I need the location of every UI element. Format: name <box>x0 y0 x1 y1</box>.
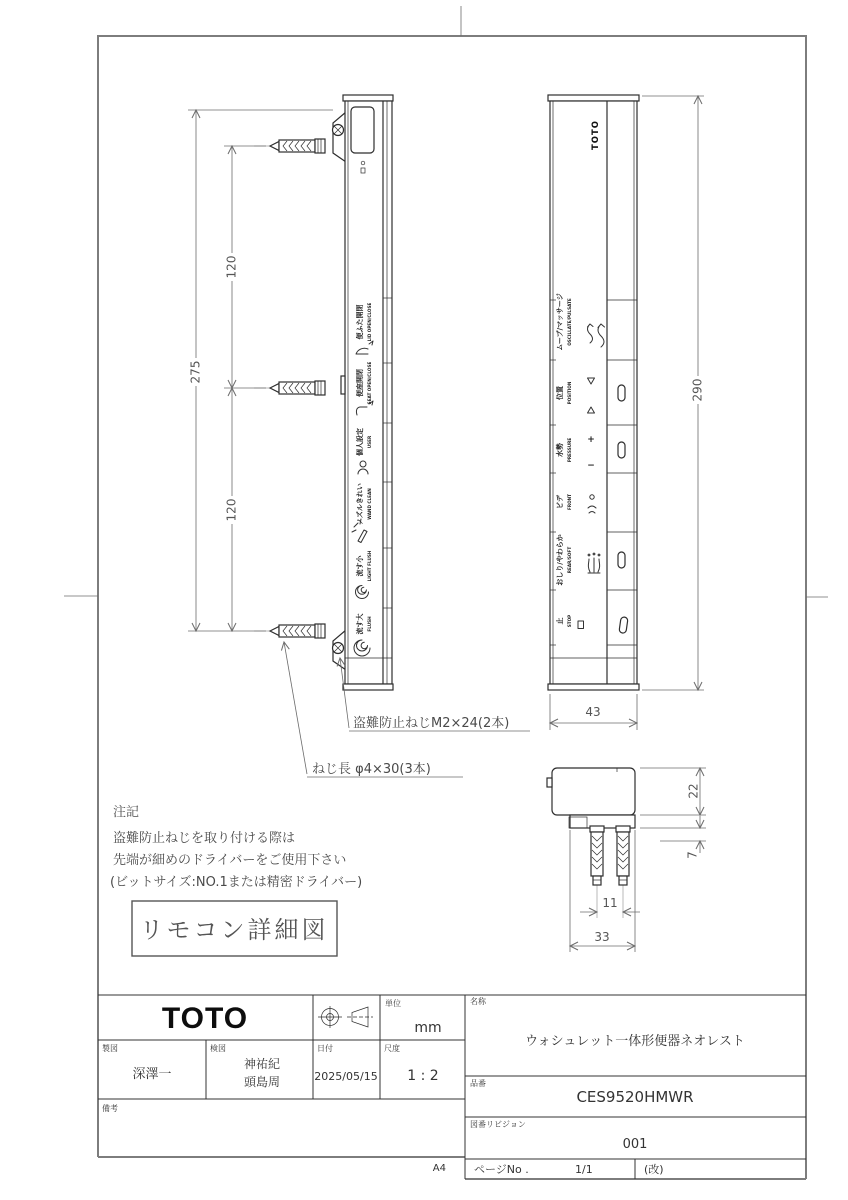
button-label-jp: おしり/やわらか <box>556 534 564 586</box>
dim-11-label: 11 <box>602 896 618 910</box>
remarks-label: 備考 <box>102 1104 118 1113</box>
button-label-jp: 個人設定 <box>356 428 364 456</box>
product-name: ウォシュレット一体形便器ネオレスト <box>525 1034 745 1049</box>
dim-275-label: 275 <box>188 360 203 384</box>
top-view <box>547 768 706 952</box>
notes-block <box>110 805 362 890</box>
page-value: 1/1 <box>575 1163 593 1176</box>
brand-logo: TOTO <box>591 119 601 151</box>
notes-line-2: 先端が細めのドライバーをご使用下さい <box>113 853 347 868</box>
button-label-jp: 流す小 <box>356 555 364 577</box>
pressure-minus-icon: − <box>587 461 595 471</box>
third-angle-projection-icon <box>318 1006 373 1028</box>
dim-120-upper-label: 120 <box>224 255 239 279</box>
button-label-jp: ビデ <box>556 495 564 509</box>
part-no-value: CES9520HMWR <box>576 1088 694 1106</box>
revision-value: 001 <box>622 1137 648 1152</box>
date-value: 2025/05/15 <box>314 1070 378 1083</box>
company-logo: TOTO <box>161 1002 249 1035</box>
button-label-jp: 便ふた開閉 <box>356 304 364 340</box>
page-label: ページNo . <box>474 1163 529 1176</box>
button-label-en: REAR/SOFT <box>567 546 572 574</box>
part-no-label: 品番 <box>470 1079 486 1088</box>
pressure-plus-icon: + <box>587 435 595 445</box>
side-view <box>188 95 530 777</box>
date-label: 日付 <box>317 1044 333 1053</box>
mount-bracket-bottom <box>333 630 347 670</box>
scale-label: 尺度 <box>384 1044 400 1053</box>
dim-7-label: 7 <box>685 851 700 859</box>
dim-120-lower-label: 120 <box>224 498 239 522</box>
wall-anchor-top <box>616 826 630 885</box>
notes-heading: 注記 <box>113 805 140 820</box>
drafter-name: 深澤一 <box>132 1067 172 1082</box>
wall-anchor-top <box>590 826 604 885</box>
front-view <box>548 95 705 730</box>
button-label-en: LIGHT FLUSH <box>367 550 372 582</box>
name-label: 名称 <box>470 997 486 1006</box>
revision-label: 図番リビジョン <box>470 1120 526 1129</box>
leader-screw-length-text: ねじ長 φ4×30(3本) <box>312 762 431 777</box>
dim-43-label: 43 <box>585 705 601 719</box>
remote-top-cap <box>548 95 639 101</box>
title-block <box>98 995 806 1179</box>
drawing-title: リモコン詳細図 <box>139 916 329 944</box>
dim-290-label: 290 <box>690 378 705 402</box>
checker-name-2: 頭島周 <box>243 1075 281 1089</box>
notes-line-1: 盗難防止ねじを取り付ける際は <box>113 831 296 846</box>
remote-top-cap <box>343 95 393 101</box>
side-view-dimensions <box>188 110 333 631</box>
revision-mark: (改) <box>644 1163 664 1176</box>
button-label-en: SEAT OPEN/CLOSE <box>367 361 372 405</box>
leader-security-screw-text: 盗難防止ねじM2×24(2本) <box>353 716 510 731</box>
notes-line-3: (ビットサイズ:NO.1または精密ドライバー) <box>110 875 363 890</box>
paper-size: A4 <box>432 1163 446 1174</box>
drafter-label: 製図 <box>102 1044 118 1053</box>
button-label-en: OSCILLATE/PULSATE <box>567 298 572 346</box>
button-label-jp: 水勢 <box>556 443 564 457</box>
mount-bracket-top <box>333 112 347 162</box>
checker-label: 検図 <box>210 1044 226 1053</box>
drawing-title-box <box>132 901 337 956</box>
button-label-en: LID OPEN/CLOSE <box>367 302 372 342</box>
button-label-jp: ムーブ/マッサージ <box>556 293 564 351</box>
button-label-jp: ノズルきれい <box>356 483 364 525</box>
button-label-en: FLUSH <box>367 616 372 632</box>
button-label-en: STOP <box>567 614 572 628</box>
button-label-jp: 止 <box>556 617 564 625</box>
checker-name-1: 神祐紀 <box>243 1057 281 1071</box>
button-label-jp: 便座開閉 <box>356 369 364 397</box>
button-label-en: USER <box>367 435 372 449</box>
button-label-en: POSITION <box>567 381 572 405</box>
remote-body-top <box>552 768 635 815</box>
unit-label: 単位 <box>385 999 401 1008</box>
dim-22-label: 22 <box>686 783 701 799</box>
button-label-en: WAND CLEAN <box>367 488 372 520</box>
button-label-en: PRESSURE <box>567 437 572 463</box>
unit-value: mm <box>414 1020 442 1036</box>
button-label-jp: 流す大 <box>356 613 364 635</box>
button-label-jp: 位置 <box>556 386 564 400</box>
remote-bottom-cap <box>548 684 639 690</box>
remote-bottom-cap <box>343 684 393 690</box>
dim-33-label: 33 <box>594 930 610 944</box>
button-label-en: FRONT <box>567 493 572 511</box>
scale-value: 1 : 2 <box>407 1068 439 1084</box>
